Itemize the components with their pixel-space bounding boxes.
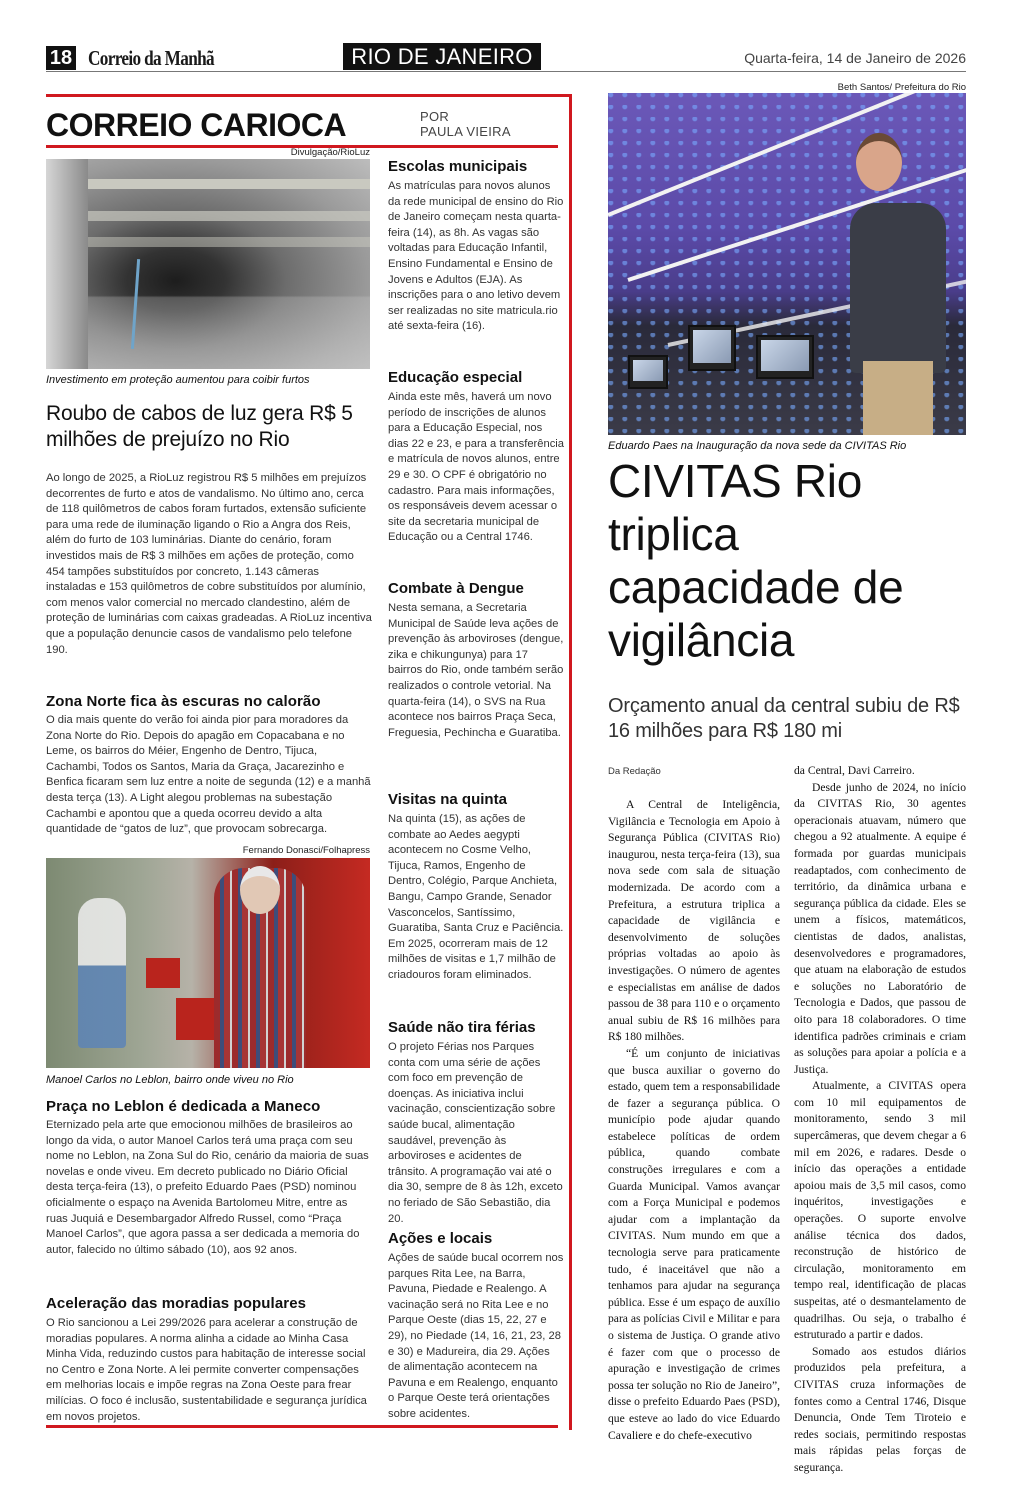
article-paragraph: Somado aos estudos diários produzidos pela prefeitura, a CIVITAS cruza informações de fontes como a Central 1746, Disque Denuncia, Onde Tem Tiroteio e redes sociais, permitindo respostas mais rápidas pelas forças de segurança. [794,1344,966,1474]
brief-heading: Educação especial [388,369,523,386]
brief-heading: Saúde não tira férias [388,1019,536,1036]
article-paragraph: Desde junho de 2024, no início da CIVITAS Rio, 30 agentes operacionais atuavam, número que chegou a 92 atualmente. A equipe é formada por guardas municipais readaptados, com conhecimento de território, da dinâmica urbana e segurança pública da cidade. Eles se unem a físicos, matemáticos, cientistas de dados, analistas, desenvolvedores e programadores, que atuam na elaboração de estudos e soluções no Laboratório de Tecnologia e Dados, que passou de oito para 18 colaboradores. O time identifica padrões criminais e criam as soluções para apoiar a polícia e a Justiça. [794,780,966,1076]
article-headline: Roubo de cabos de luz gera R$ 5 milhões de prejuízo no Rio [46,402,353,451]
photo-caption: Investimento em proteção aumentou para coibir furtos [46,374,310,386]
brief-body: Ainda este mês, haverá um novo período de inscrições de alunos para a Educação Especial, nos dias 22 e 23, e para a transferência e matrícula de novos alunos, entre 29 e 30. O CPF é obrigatório no cadastro. Para mais informações, os responsáveis devem acessar o site da secretaria municipal de Educação ou a Central 1746. [388,391,565,544]
brief-body: O projeto Férias nos Parques conta com uma série de ações com foco em prevenção de doenças. As iniciativa inclui vacinação, conscientização sobre saúde bucal, alimentação saudável, prevenção às arboviroses e acidentes de trânsito. A programação vai até o dia 30, sempre de 8 às 12h, exceto no feriado de São Sebastião, dia 20. [388,1041,563,1225]
brief-heading: Escolas municipais [388,158,528,175]
byline-author: PAULA VIEIRA [420,124,511,139]
section-body: Eternizado pela arte que emocionou milhões de brasileiros ao longo da vida, o autor Manoel Carlos terá uma praça com seu nome no Leblon, na Zona Sul do Rio, cenário da maioria de suas novelas e onde viveu. Em decreto publicado no Diário Oficial desta terça-feira (13), o prefeito Eduardo Paes (PSD) nominou oficialmente o espaço na Avenida Bartolomeu Mitre, entre as ruas Juquiá e Desembargador Alfredo Russel, como “Praça Manoel Carlos”, que agora passa a ser dedicada a memoria do autor, falecido no último sábado (10), aos 92 anos. [46,1119,369,1256]
column-title: CORREIO CARIOCA [46,107,347,143]
photo-subject-head [856,133,902,191]
photo-monitor [688,325,736,371]
photo-beam [46,179,370,189]
photo-planter [176,998,216,1040]
column-byline [420,109,511,139]
brief-heading: Combate à Dengue [388,580,524,597]
section-heading: Aceleração das moradias populares [46,1295,307,1312]
section-label: RIO DE JANEIRO [343,43,541,70]
brief-body: Na quinta (15), as ações de combate ao Aedes aegypti acontecem no Cosme Velho, Tijuca, Ramos, Engenho de Dentro, Colégio, Parque Anchieta, Bangu, Campo Grande, Senador Vasconcelos, Santíssimo, Guaratiba, Santa Cruz e Paciência. Em 2025, ocorreram mais de 12 milhões de visitas e 1,7 milhão de criadouros foram eliminados. [388,813,564,981]
photo-planter [146,958,180,988]
publication-date: Quarta-feira, 14 de Janeiro de 2026 [744,50,966,66]
main-headline: CIVITAS Rio triplica capacidade de vigilância [608,455,904,666]
photo-cable [131,259,140,349]
section-heading: Zona Norte fica às escuras no calorão [46,693,321,710]
photo-light-stripe [608,93,966,217]
photo-wall [46,159,88,369]
photo-credit: Beth Santos/ Prefeitura do Rio [837,82,966,93]
headline-deck: Orçamento anual da central subiu de R$ 16 milhões para R$ 180 mi [608,695,960,742]
section-body: O Rio sancionou a Lei 299/2026 para acelerar a construção de moradias populares. A norma alinha a cidade ao Minha Casa Minha Vida, reduzindo custos para habitação de interesse social no Centro e Zona Norte. A lei permite converter compensações em melhorias locais e impõe regras na Zona Oeste para frear milícias. O foco é inclusão, sustentabilidade e segurança jurídica em novos projetos. [46,1317,367,1423]
byline-prefix: POR [420,109,450,124]
photo-beam [46,211,370,221]
box-bottom-divider [46,1425,558,1428]
photo-subject [850,203,946,373]
brief-heading: Visitas na quinta [388,791,507,808]
photo-subject-legs [863,361,933,435]
masthead [46,46,966,72]
article-column-1 [608,797,780,1444]
brief-body: Ações de saúde bucal ocorrem nos parques Rita Lee, na Barra, Pavuna, Piedade e Realengo. A vacinação será no Rita Lee e no Parque Oeste (dias 15, 22, 27 e 29), no Piedade (14, 16, 21, 23, 28 e 30) e Madureira, dia 29. Ações de alimentação acontecem na Pavuna e em Realengo, enquanto o Parque Oeste terá orientações sobre acidentes. [388,1252,564,1420]
article-paragraph: da Central, Davi Carreiro. [794,764,915,777]
tunnel-photo [46,159,370,369]
photo-beam [46,237,370,247]
brief-heading: Ações e locais [388,1230,493,1247]
article-column-2 [794,763,966,1477]
photo-subject-head [240,866,280,914]
photo-pedestrian [78,898,126,1048]
photo-caption: Eduardo Paes na Inauguração da nova sede da CIVITAS Rio [608,440,907,452]
page-number: 18 [46,46,76,70]
manoel-carlos-photo [46,858,370,1068]
photo-credit: Divulgação/RioLuz [290,147,370,158]
article-body: Ao longo de 2025, a RioLuz registrou R$ 5 milhões em prejuízos decorrentes de furto e atos de vandalismo. No último ano, cerca de 118 quilômetros de cabos foram furtados, extensão suficiente para uma rede de iluminação ligando o Rio a Angra dos Reis, além do furto de 103 luminárias. Diante do cenário, foram investidos mais de R$ 3 milhões em ações de proteção, como 454 tampões substituídos por concreto, 1.143 câmeras instaladas e 153 quilômetros de cobre substituídos por alumínio, com menos valor comercial no mercado clandestino, além de proteção de luminárias com caixas gradeadas. A RioLuz incentiva que a população denuncie casos de vandalismo pelo telefone 190. [46,472,372,656]
article-paragraph: A Central de Inteligência, Vigilância e Tecnologia em Apoio à Segurança Pública (CIVITAS Rio) inaugurou, nesta terça-feira (13), sua nova sede com sala de situação modernizada. De acordo com a Prefeitura, a estrutura triplica a capacidade de vigilância e desenvolvimento de soluções próprias voltadas ao apoio às investigações. O número de agentes e especialistas em análise de dados passou de 38 para 110 e o orçamento anual subiu de R$ 16 milhões para R$ 180 milhões. [608,798,780,1044]
section-body: O dia mais quente do verão foi ainda pior para moradores da Zona Norte do Rio. Depois do apagão em Copacabana e no Leme, os bairros do Méier, Engenho de Dentro, Tijuca, Cachambi, Todos os Santos, Maria da Graça, Jacarezinho e Benfica ficaram sem luz entre a noite de segunda (12) e a manhã desta terça (13). A Light alegou problemas na subestação Cachambi e apontou que a queda ocorreu devido a alta quantidade de “gatos de luz”, que provocam sobrecarga. [46,714,371,836]
newspaper-logo: Correio da Manhã [88,46,214,70]
photo-credit: Fernando Donasci/Folhapress [242,845,370,856]
article-paragraph: Atualmente, a CIVITAS opera com 10 mil equipamentos de monitoramento, sendo 3 mil supercâmeras, que devem chegar a 6 mil em 2026, e radares. Desde o início das operações a entidade apoiou mais de 3,5 mil casos, como inquéritos, investigações e operações. O suporte envolve análise técnica dos dados, reconstrução de histórico de circulação, monitoramento em tempo real, identificação de placas suspeitas, até o desmantelamento de quadrilhas. Ou seja, o trabalho é estruturado a partir e dados. [794,1079,966,1342]
section-heading: Praça no Leblon é dedicada a Maneco [46,1098,321,1115]
brief-body: As matrículas para novos alunos da rede municipal de ensino do Rio de Janeiro começam nesta quarta-feira (14), as 8h. As vagas são voltadas para Educação Infantil, Ensino Fundamental e Ensino de Jovens e Adultos (EJA). As inscrições para o ano letivo devem ser realizadas no site matricula.rio até sexta-feira (16). [388,180,564,333]
photo-monitor [628,355,668,389]
photo-monitor [756,335,814,379]
civitas-photo [608,93,966,435]
brief-body: Nesta semana, a Secretaria Municipal de Saúde leva ações de prevenção às arboviroses (dengue, zika e chikungunya) para 17 bairros do Rio, onde também serão realizados o controle vetorial. Na quarta-feira (14), o SVS na Rua acontece nos bairros Praça Seca, Freguesia, Pechincha e Guaratiba. [388,602,564,739]
article-paragraph: “É um conjunto de iniciativas que busca auxiliar o governo do estado, quem tem a responsabilidade de fazer a segurança pública. O município pode ajudar quando estabelece políticas de ordem pública, quando combate construções irregulares e com a Guarda Municipal. Vamos avançar com a Força Municipal e podemos ajudar com a implantação da CIVITAS. Num mundo em que a tecnologia serve para praticamente tudo, é inaceitável que não a tenhamos para ajudar na segurança pública. Esse é um espaço de auxílio para as polícias Civil e Militar e para o sistema de Justiça. O grande ativo é fazer com que o processo de apuração e investigação de crimes possa ter solução no Rio de Janeiro”, disse o prefeito Eduardo Paes (PSD), que esteve ao lado do vice Eduardo Cavaliere e do chefe-executivo [608,1046,780,1442]
article-byline: Da Redação [608,766,661,777]
photo-caption: Manoel Carlos no Leblon, bairro onde viveu no Rio [46,1074,294,1086]
